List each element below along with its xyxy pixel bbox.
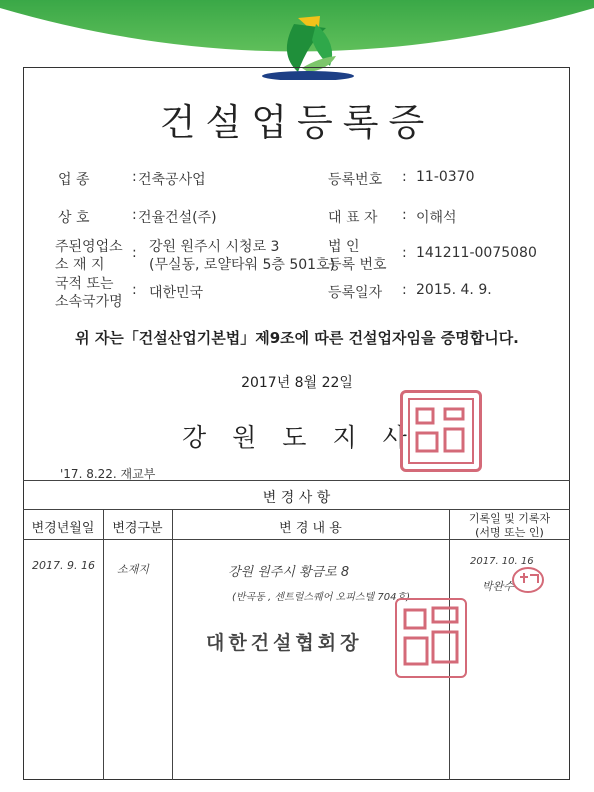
issuer-name: 강원도지사: [182, 423, 433, 452]
colon: :: [132, 245, 137, 261]
rep-label: 대 표 자: [328, 210, 378, 226]
recorder-seal-icon: [510, 565, 546, 595]
colon: :: [132, 169, 137, 185]
business-type-value: 건축공사업: [138, 172, 206, 188]
table-row-recorder: 박완수: [482, 580, 514, 593]
official-seal-icon: [400, 390, 482, 472]
office-label-1: 주된영업소: [55, 239, 123, 255]
company-label: 상 호: [58, 210, 90, 226]
issue-date: 2017년 8월 22일: [241, 375, 353, 391]
corp-label-2: 등록 번호: [328, 257, 387, 273]
table-row-content-2: (반곡동 , 센트럴스퀘어 오피스텔 704호): [232, 592, 411, 603]
association-stamp-text: 대한건설협회장: [206, 632, 363, 654]
corp-label-1: 법 인: [328, 239, 360, 255]
reg-date-value: 2015. 4. 9.: [416, 282, 492, 298]
table-row-type: 소재지: [117, 563, 149, 576]
nationality-label-2: 소속국가명: [55, 294, 123, 310]
association-seal-icon: [395, 598, 467, 678]
reg-no-label: 등록번호: [328, 172, 383, 188]
business-type-label: 업 종: [58, 172, 90, 188]
table-row-record-date: 2017. 10. 16: [470, 556, 534, 567]
office-value-1: 강원 원주시 시청로 3: [149, 239, 280, 255]
colon: :: [402, 207, 407, 223]
colon: :: [402, 245, 407, 261]
header-signature: (서명 또는 인): [475, 526, 544, 539]
reg-date-label: 등록일자: [328, 285, 383, 301]
header-record-info: 기록일 및 기록자: [468, 512, 551, 525]
office-value-2: (무실동, 로얄타워 5층 501호): [149, 257, 336, 273]
table-row-content-1: 강원 원주시 황금로 8: [228, 565, 350, 580]
column-divider: [172, 509, 173, 780]
corp-value: 141211-0075080: [416, 245, 537, 261]
column-divider: [103, 509, 104, 780]
office-label-2: 소 재 지: [55, 257, 105, 273]
changes-table-title: 변 경 사 항: [262, 490, 331, 506]
page-title: 건설업등록증: [159, 101, 435, 144]
nationality-label-1: 국적 또는: [55, 276, 114, 292]
certification-statement: 위 자는「건설산업기본법」제9조에 따른 건설업자임을 증명합니다.: [75, 329, 519, 347]
colon: :: [132, 207, 137, 223]
header-change-type: 변경구분: [112, 521, 163, 536]
table-row-date: 2017. 9. 16: [32, 559, 95, 572]
reissue-note: '17. 8.22. 재교부: [60, 467, 156, 481]
table-top-border: [23, 480, 570, 481]
nationality-value: 대한민국: [149, 285, 204, 301]
colon: :: [402, 169, 407, 185]
header-change-content: 변 경 내 용: [279, 521, 342, 536]
header-change-date: 변경년월일: [31, 521, 95, 536]
colon: :: [132, 282, 137, 298]
company-value: 건율건설(주): [138, 210, 217, 226]
reg-no-value: 11-0370: [416, 169, 475, 185]
colon: :: [402, 282, 407, 298]
rep-value: 이해석: [416, 210, 457, 226]
